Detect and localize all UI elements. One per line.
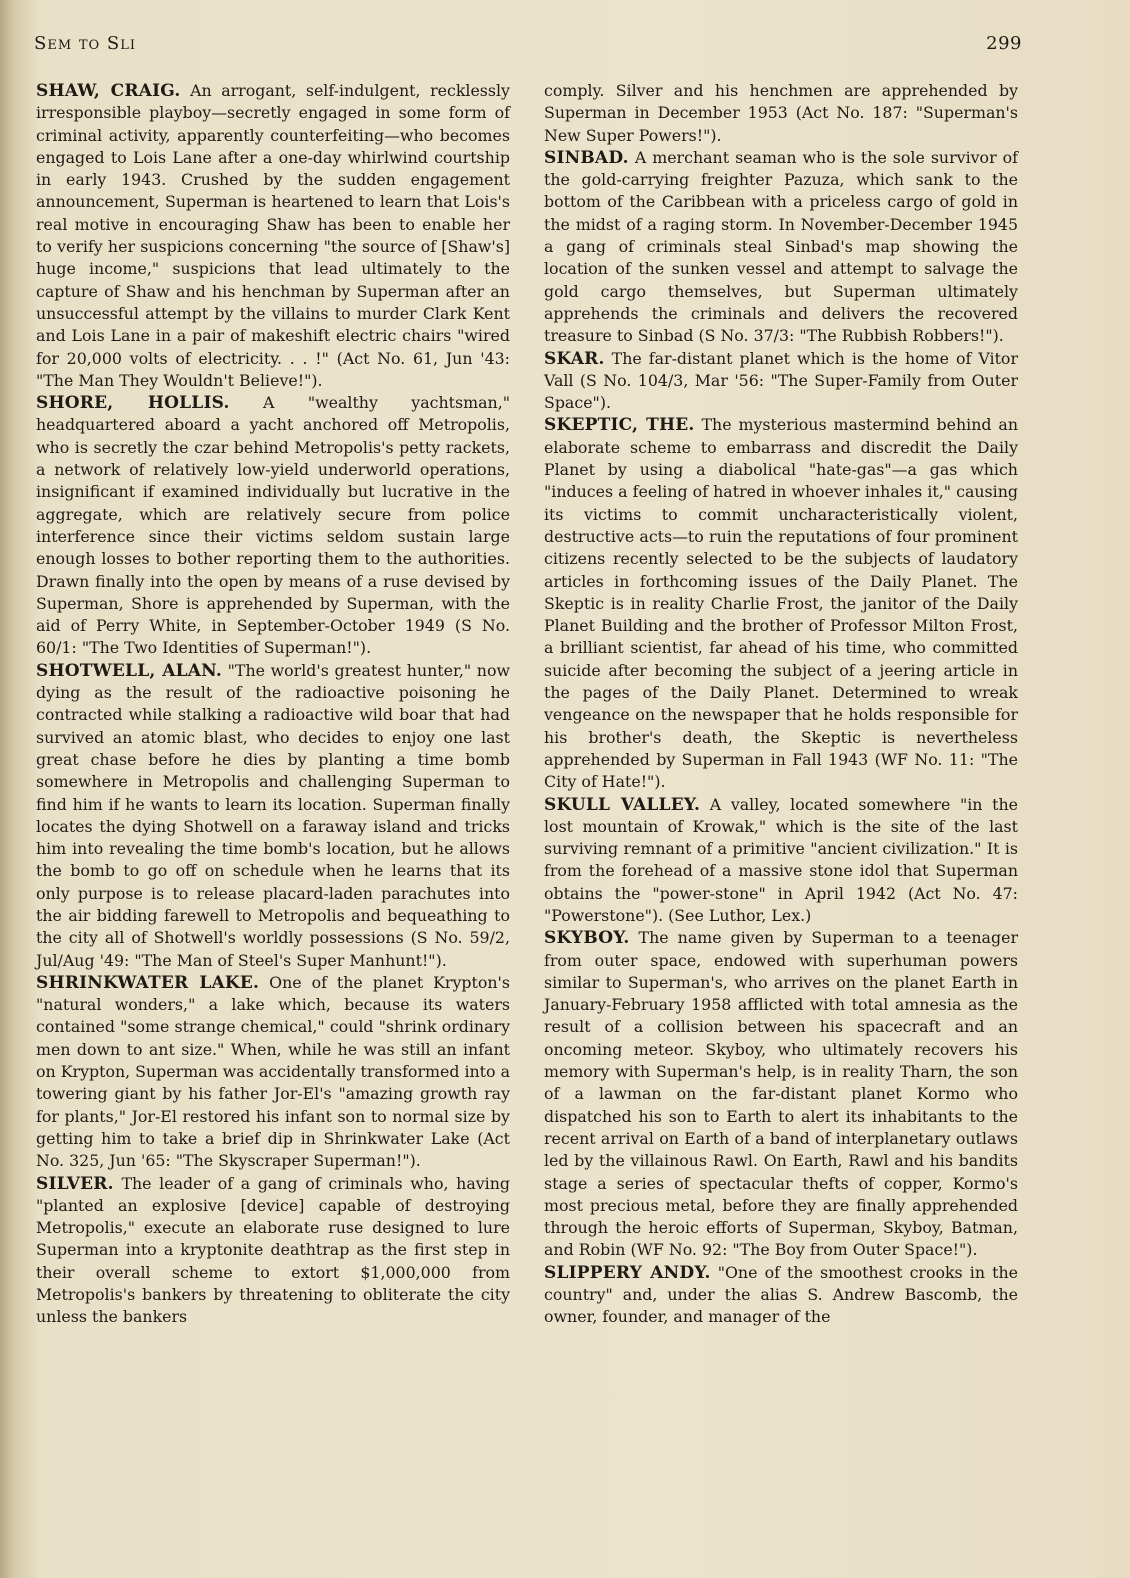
entry-slippery-andy	[544, 1262, 1018, 1329]
entry-text: comply. Silver and his henchmen are apprehended by Superman in December 1953 (Act No. 187: "Superman's New Super Powers!").	[544, 81, 1018, 145]
right-column	[544, 80, 1018, 1329]
entry-term: SINBAD.	[544, 147, 629, 168]
entry-silver	[36, 1173, 510, 1329]
entry-term: SKAR.	[544, 348, 605, 369]
entry-term: SHORE, HOLLIS.	[36, 393, 230, 414]
entry-skull-valley	[544, 794, 1018, 928]
entry-sinbad	[544, 147, 1018, 348]
running-head	[34, 33, 1022, 54]
entry-skar	[544, 348, 1018, 415]
entry-shrinkwater-lake	[36, 972, 510, 1173]
entry-term: SKULL VALLEY.	[544, 794, 701, 815]
entry-text: A valley, located somewhere "in the lost mountain of Krowak," which is the site of the last surviving remnant of a primitive "ancient civilization." It is from the forehead of a massive stone idol that Superman obtains the "power-stone" in April 1942 (Act No. 47: "Powerstone"). (See Luthor, Lex.)	[544, 794, 1018, 925]
entry-shotwell-alan	[36, 660, 510, 972]
entry-shore-hollis	[36, 392, 510, 660]
entry-text: An arrogant, self-indulgent, recklessly irresponsible playboy—secretly engaged in some form of criminal activity, apparently counterfeiting—who becomes engaged to Lois Lane after a one-day whirlwind courtship in early 1943. Crushed by the sudden engagement announcement, Superman is heartened to learn that Lois's real motive in encouraging Shaw has been to enable her to verify her suspicions concerning "the source of [Shaw's] huge income," suspicions that lead ultimately to the capture of Shaw and his henchman by Superman after an unsuccessful attempt by the villains to murder Clark Kent and Lois Lane in a pair of makeshift electric chairs "wired for 20,000 volts of electricity. . . !" (Act No. 61, Jun '43: "The Man They Wouldn't Believe!").	[36, 81, 510, 390]
entry-text: "The world's greatest hunter," now dying as the result of the radioactive poisoning he contracted while stalking a radioactive wild boar that had survived an atomic blast, who decides to enjoy one last great chase before he dies by planting a time bomb somewhere in Metropolis and challenging Superman to find him if he wants to learn its location. Superman finally locates the dying Shotwell on a faraway island and tricks him into revealing the time bomb's location, but he allows the bomb to go off on schedule when he learns that its only purpose is to release placard-laden parachutes into the air bidding farewell to Metropolis and bequeathing to the city all of Shotwell's worldly possessions (S No. 59/2, Jul/Aug '49: "The Man of Steel's Super Manhunt!").	[36, 660, 510, 970]
section-range: Sem to Sli	[34, 33, 137, 54]
entry-text: The mysterious mastermind behind an elaborate scheme to embarrass and discredit the Daily Planet by using a diabolical "hate-gas"—a gas which "induces a feeling of hatred in whoever inhales it," causing its victims to commit uncharacteristically violent, destructive acts—to ruin the reputations of four prominent citizens recently selected to be the subjects of laudatory articles in forthcoming issues of the Daily Planet. The Skeptic is in reality Charlie Frost, the janitor of the Daily Planet Building and the brother of Professor Milton Frost, a brilliant scientist, far ahead of his time, who committed suicide after becoming the subject of a jeering article in the pages of the Daily Planet. Determined to wreak vengeance on the newspaper that he holds responsible for his brother's death, the Skeptic is nevertheless apprehended by Superman in Fall 1943 (WF No. 11: "The City of Hate!").	[544, 415, 1018, 792]
entry-text: The name given by Superman to a teenager from outer space, endowed with superhuman powers similar to Superman's, who arrives on the planet Earth in January-February 1958 afflicted with total amnesia as the result of a collision between his spacecraft and an oncoming meteor. Skyboy, who ultimately recovers his memory with Superman's help, is in reality Tharn, the son of a lawman on the far-distant planet Kormo who dispatched his son to Earth to alert its inhabitants to the recent arrival on Earth of a band of interplanetary outlaws led by the villainous Rawl. On Earth, Rawl and his bandits stage a series of spectacular thefts of copper, Kormo's most precious metal, before they are finally apprehended through the heroic efforts of Superman, Skyboy, Batman, and Robin (WF No. 92: "The Boy from Outer Space!").	[544, 928, 1018, 1260]
entry-text: "One of the smoothest crooks in the country" and, under the alias S. Andrew Bascomb, the owner, founder, and manager of the	[544, 1262, 1018, 1327]
entry-shaw-craig	[36, 80, 510, 392]
entry-text: A merchant seaman who is the sole survivor of the gold-carrying freighter Pazuza, which sank to the bottom of the Caribbean with a priceless cargo of gold in the midst of a raging storm. In November-December 1945 a gang of criminals steal Sinbad's map showing the location of the sunken vessel and attempt to salvage the gold cargo themselves, but Superman ultimately apprehends the criminals and delivers the recovered treasure to Sinbad (S No. 37/3: "The Rubbish Robbers!").	[544, 147, 1018, 346]
entry-term: SILVER.	[36, 1173, 114, 1194]
entry-term: SHOTWELL, ALAN.	[36, 660, 222, 681]
entry-skeptic-the	[544, 414, 1018, 793]
entry-term: SHRINKWATER LAKE.	[36, 972, 260, 993]
entry-text: The far-distant planet which is the home of Vitor Vall (S No. 104/3, Mar '56: "The Super-Family from Outer Space").	[544, 348, 1018, 413]
entry-silver-continued	[544, 80, 1018, 147]
entry-term: SKYBOY.	[544, 928, 630, 949]
entry-text: One of the planet Krypton's "natural wonders," a lake which, because its waters contained "some strange chemical," could "shrink ordinary men down to ant size." When, while he was still an infant on Krypton, Superman was accidentally transformed into a towering giant by his father Jor-El's "amazing growth ray for plants," Jor-El restored his infant son to normal size by getting him to take a brief dip in Shrinkwater Lake (Act No. 325, Jun '65: "The Skyscraper Superman!").	[36, 972, 510, 1171]
entry-text: The leader of a gang of criminals who, having "planted an explosive [device] capable of destroying Metropolis," execute an elaborate ruse designed to lure Superman into a kryptonite deathtrap as the first step in their overall scheme to extort $1,000,000 from Metropolis's bankers by threatening to obliterate the city unless the bankers	[36, 1173, 510, 1327]
entry-text: A "wealthy yachtsman," headquartered aboard a yacht anchored off Metropolis, who is secretly the czar behind Metropolis's petty rackets, a network of relatively low-yield underworld operations, insignificant if examined individually but lucrative in the aggregate, which are relatively secure from police interference since their victims seldom sustain large enough losses to bother reporting them to the authorities. Drawn finally into the open by means of a ruse devised by Superman, Shore is apprehended by Superman, with the aid of Perry White, in September-October 1949 (S No. 60/1: "The Two Identities of Superman!").	[36, 393, 510, 658]
entry-term: SKEPTIC, THE.	[544, 415, 695, 436]
page-number: 299	[986, 33, 1022, 54]
left-column	[36, 80, 510, 1329]
entry-term: SHAW, CRAIG.	[36, 81, 181, 101]
entry-skyboy	[544, 927, 1018, 1261]
entry-term: SLIPPERY ANDY.	[544, 1262, 711, 1283]
